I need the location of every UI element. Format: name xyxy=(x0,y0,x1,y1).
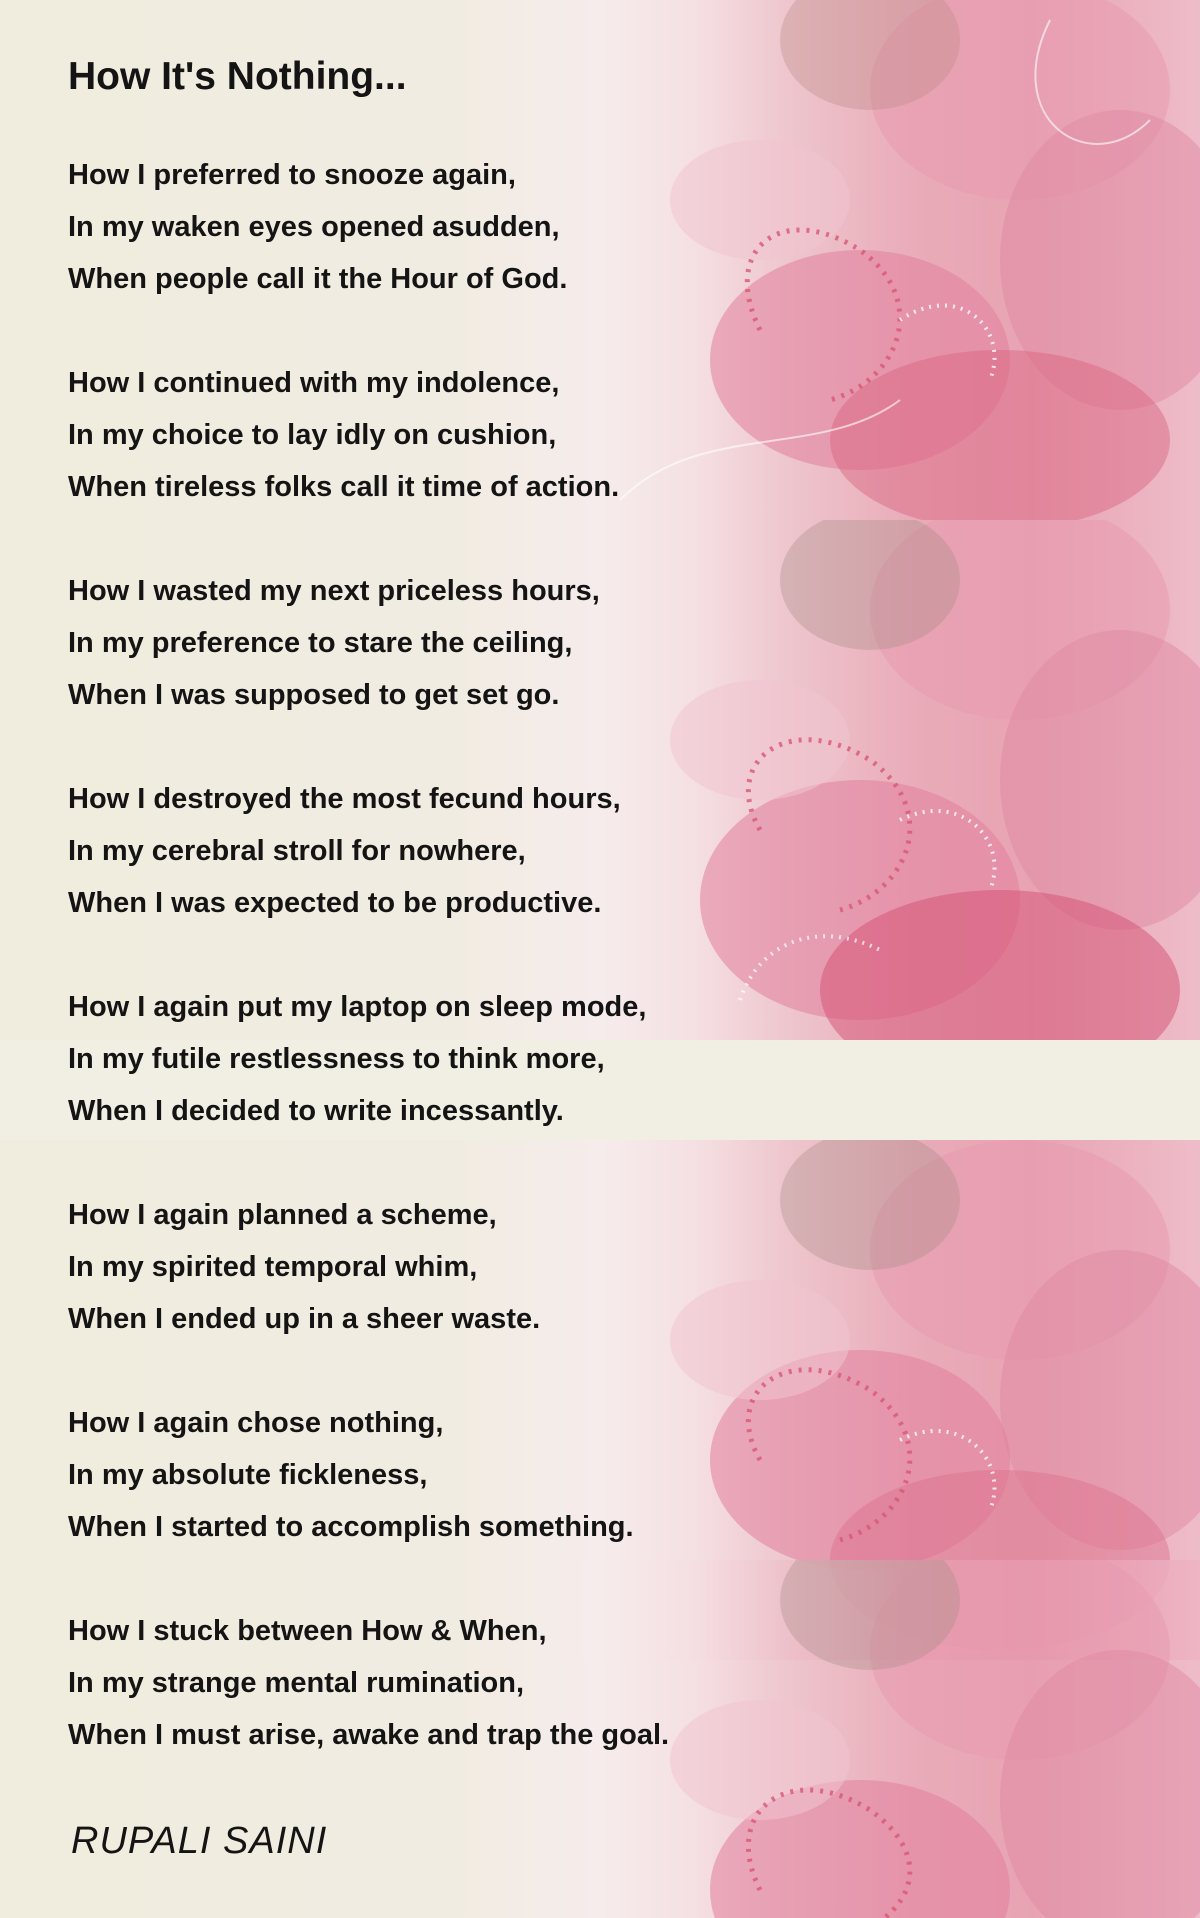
author-name: RUPALI SAINI xyxy=(71,1820,328,1862)
poem-line: How I again put my laptop on sleep mode, xyxy=(68,991,647,1023)
poem-line: When people call it the Hour of God. xyxy=(68,263,568,295)
poem-line: How I destroyed the most fecund hours, xyxy=(68,783,621,815)
poem-line: When I was supposed to get set go. xyxy=(68,679,560,711)
stanza xyxy=(68,1189,540,1345)
stanza xyxy=(68,1605,669,1761)
poem-line: How I wasted my next priceless hours, xyxy=(68,575,600,607)
poem-line: When I ended up in a sheer waste. xyxy=(68,1303,541,1335)
poem-line: How I preferred to snooze again, xyxy=(68,159,516,191)
poem-line: In my futile restlessness to think more, xyxy=(68,1043,605,1075)
poem-line: How I again chose nothing, xyxy=(68,1407,444,1439)
poem-line: In my strange mental rumination, xyxy=(68,1667,525,1699)
poem-line: How I stuck between How & When, xyxy=(68,1615,547,1647)
poem-line: In my preference to stare the ceiling, xyxy=(68,627,573,659)
poem-line: When I started to accomplish something. xyxy=(68,1511,634,1543)
stanza xyxy=(68,1397,634,1553)
stanza xyxy=(68,565,600,721)
poem-line: In my cerebral stroll for nowhere, xyxy=(68,835,526,867)
poem-line: When I must arise, awake and trap the goal. xyxy=(68,1719,670,1751)
poem-line: In my spirited temporal whim, xyxy=(68,1251,478,1283)
poem-line: In my absolute fickleness, xyxy=(68,1459,428,1491)
poem-line: How I again planned a scheme, xyxy=(68,1199,497,1231)
poem-line: In my waken eyes opened asudden, xyxy=(68,211,560,243)
poem-line: When I was expected to be productive. xyxy=(68,887,602,919)
poem-title: How It's Nothing... xyxy=(68,55,407,98)
stanza xyxy=(68,357,619,513)
poem-line: When tireless folks call it time of action. xyxy=(68,471,620,503)
stanza xyxy=(68,773,621,929)
poem-line: When I decided to write incessantly. xyxy=(68,1095,564,1127)
stanza xyxy=(68,149,567,305)
poem-line: In my choice to lay idly on cushion, xyxy=(68,419,557,451)
poem-line: How I continued with my indolence, xyxy=(68,367,560,399)
stanza xyxy=(68,981,646,1137)
